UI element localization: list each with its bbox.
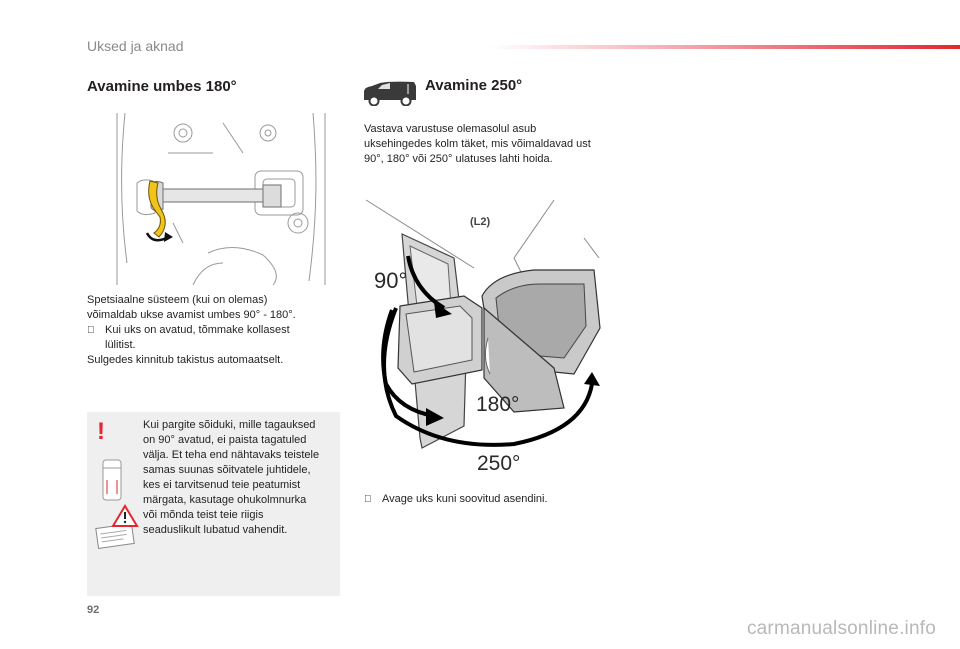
warning-note-box [87, 412, 340, 596]
left-body: Spetsiaalne süsteem (kui on olemas) võimaldab ukse avamist umbes 90° - 180°. Kui uks on avatud, tõmmake kollasest lülitist. Sulgedes kinnitub takistus automaatselt. [87, 293, 337, 368]
warning-exclamation-icon: ! [97, 418, 105, 445]
variant-label: (L2) [470, 216, 491, 228]
warning-triangle-manual-icon [93, 456, 143, 552]
van-icon [362, 80, 418, 106]
left-heading: Avamine umbes 180° [87, 78, 237, 95]
left-bullet: Kui uks on avatud, tõmmake kollasest [87, 323, 337, 338]
note-text: Kui pargite sõiduki, mille tagauksed on 90° avatud, ei paista tagatuled välja. Et teha end nähtavaks teistele samas suunas sõitvatele juhtidele, kes ei tarvitsenud teie peatumist märgata, kasutage ohukolmnurka või mõnda teist teie riigis seaduslikult lubatud vahendit. [143, 419, 320, 536]
bullet-mark-icon [364, 492, 382, 507]
section-title: Uksed ja aknad [87, 38, 184, 54]
right-heading: Avamine 250° [425, 77, 523, 94]
bullet-mark-icon [87, 323, 105, 338]
header-accent-bar [490, 45, 960, 49]
watermark-text: carmanualsonline.info [746, 618, 936, 639]
door-opening-angles-illustration [364, 198, 610, 478]
page-number: 92 [87, 604, 100, 616]
angle-90-label: 90° [374, 268, 408, 293]
right-bullet: Avage uks kuni soovitud asendini. [364, 492, 624, 507]
right-intro: Vastava varustuse olemasolul asub uksehingedes kolm täket, mis võimaldavad ust 90°, 180° või 250° ulatuses lahti hoida. [364, 123, 591, 165]
hinge-check-strap-illustration [113, 113, 331, 285]
angle-250-label: 250° [477, 452, 521, 475]
angle-180-label: 180° [476, 393, 520, 416]
